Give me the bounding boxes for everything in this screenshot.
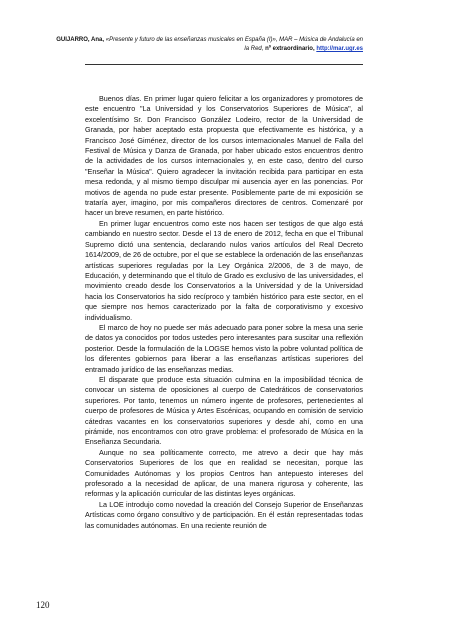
header-issue: nº extraordinario, [265, 46, 315, 52]
page-number: 120 [36, 600, 50, 610]
header-authors: GUIJARRO, Ana, [56, 37, 105, 43]
running-header [54, 36, 363, 54]
header-url-link[interactable]: http://mar.ugr.es [316, 46, 363, 52]
paragraph-5: Aunque no sea políticamente correcto, me atrevo a decir que hay más Conservatorios Superiores de los que en realidad se necesitan, porque las Comunidades Autónomas y los propios Centros han antepuesto intereses del profesorado a la necesidad de aplicar, de una manera rigurosa y coherente, las reformas y la aplicación curricular de las distintas leyes orgánicas. [85, 447, 363, 499]
header-journal: MAR – Música de Andalucía en la Red, [244, 37, 363, 52]
article-body [85, 94, 363, 531]
paragraph-4: El disparate que produce esta situación culmina en la imposibilidad técnica de convocar un sistema de oposiciones al cuerpo de Catedráticos de conservatorios superiores. Por tanto, tenemos un número ingente de profesores, pertenecientes al cuerpo de profesores de Música y Artes Escénicas, ocupando en comisión de servicio cátedras vacantes en los conservatorios superiores y desde ahí, como en una pirámide, nos encontramos con otro grave problema: el profesorado de Música en la Enseñanza Secundaria. [85, 374, 363, 447]
paragraph-1: Buenos días. En primer lugar quiero felicitar a los organizadores y promotores de este encuentro "La Universidad y los Conservatorios Superiores de Música", al excelentísimo Sr. Don Francisco González Lodeiro, rector de la Universidad de Granada, por haber aceptado esta propuesta que efectivamente es histórica, y a Francisco José Giménez, director de los cursos internacionales Manuel de Falla del Festival de Música y Danza de Granada, por haber ubicado estos encuentros dentro de la actividades de los cursos internacionales y, en este caso, dentro del curso "Enseñar la Música". Quiero agradecer la invitación recibida para participar en esta mesa redonda, y al mismo tiempo disculpar mi ausencia ayer en las ponencias. Por motivos de agenda no pude estar presente. Posiblemente parte de mi exposición se trataría ayer, imagino, por mis compañeros directores de centros. Comenzaré por hacer un breve resumen, en parte histórico. [85, 94, 363, 218]
header-divider [85, 64, 363, 65]
paragraph-6: La LOE introdujo como novedad la creación del Consejo Superior de Enseñanzas Artísticas como órgano consultivo y de participación. En él están representadas todas las comunidades autónomas. En una reciente reunión de [85, 499, 363, 530]
header-title: «Presente y futuro de las enseñanzas musicales en España (I)», [105, 37, 278, 43]
paragraph-2: En primer lugar encuentros como este nos hacen ser testigos de que algo está cambiando en nuestro sector. Desde el 13 de enero de 2012, fecha en que el Tribunal Supremo dictó una sentencia, declarando nulos varios artículos del Real Decreto 1614/2009, de 26 de octubre, por el que se establece la ordenación de las enseñanzas artísticas superiores reguladas por la Ley Orgánica 2/2006, de 3 de mayo, de Educación, y determinando que el título de Grado es exclusivo de las universidades, el movimiento creado desde los Conservatorios a la Universidad y de la Universidad hacia los Conservatorios ha sido recíproco y también histórico para este sector, en el que siempre nos hemos caracterizado por la falta de corporativismo y excesivo individualismo. [85, 218, 363, 322]
paragraph-3: El marco de hoy no puede ser más adecuado para poner sobre la mesa una serie de datos ya conocidos por todos ustedes pero interesantes para suscitar una reflexión posterior. Desde la formulación de la LOGSE hemos visto la pobre voluntad política de los diferentes gobiernos para liberar a las enseñanzas artísticas superiores del entramado jurídico de las enseñanzas medias. [85, 322, 363, 374]
